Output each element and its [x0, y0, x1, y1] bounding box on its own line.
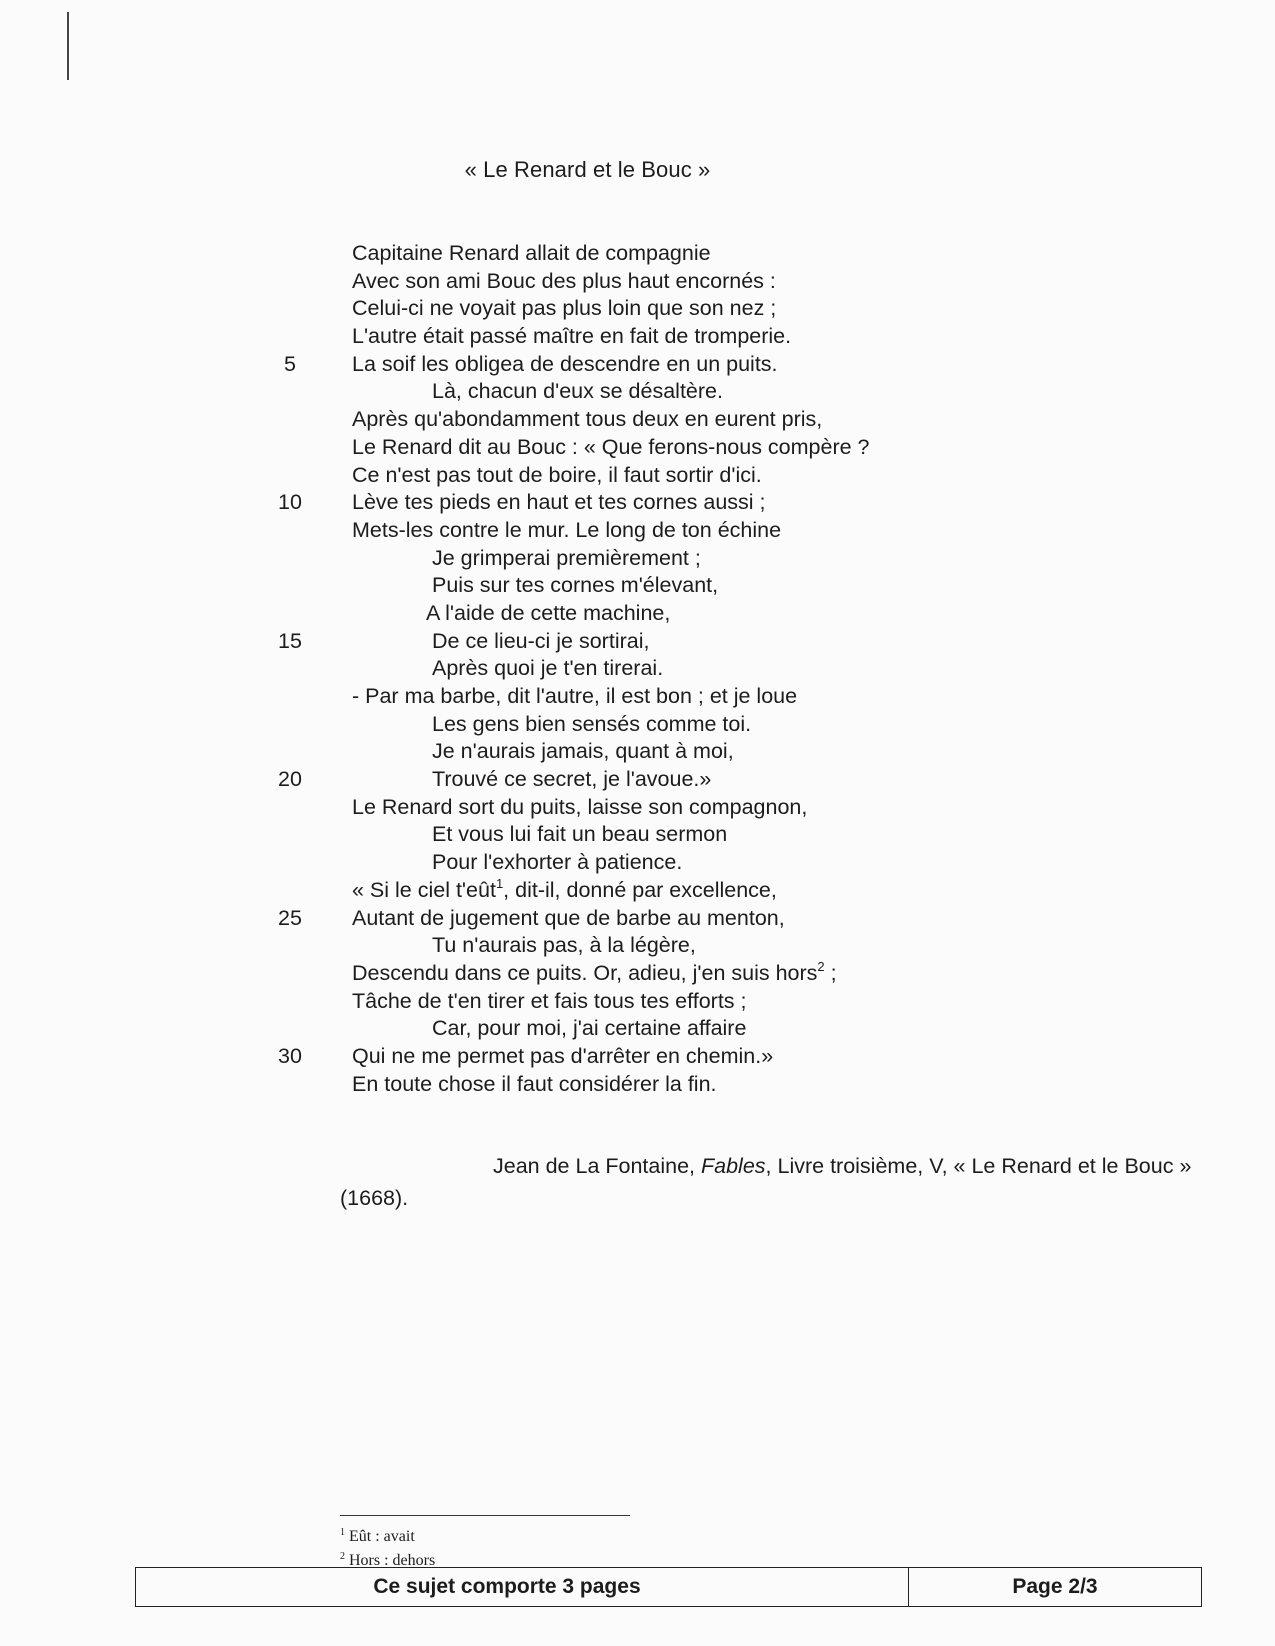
line-text-part: De ce lieu-ci je sortirai,: [432, 628, 650, 653]
poem-line: [0, 240, 1275, 268]
line-text-part: Descendu dans ce puits. Or, adieu, j'en suis hors: [352, 960, 818, 985]
poem-line: [0, 1015, 1275, 1043]
line-text-part: Et vous lui fait un beau sermon: [432, 822, 728, 847]
line-number: 20: [278, 767, 302, 792]
poem-line: [0, 738, 1275, 766]
poem-line: [0, 711, 1275, 739]
poem-line: [0, 351, 1275, 379]
citation-author: Jean de La Fontaine,: [493, 1154, 701, 1178]
line-text: [432, 738, 734, 766]
scan-margin-mark: [67, 12, 69, 80]
footnote-text: Hors : dehors: [349, 1552, 436, 1569]
poem-title: « Le Renard et le Bouc »: [464, 157, 711, 182]
line-number: 25: [278, 905, 302, 930]
line-text: [352, 268, 776, 296]
line-text-part: Tâche de t'en tirer et fais tous tes efforts ;: [352, 988, 747, 1013]
citation: [340, 1150, 1200, 1214]
footnote-number: 2: [340, 1551, 345, 1562]
poem-line: [0, 545, 1275, 573]
citation-rest: , Livre troisième, V, « Le Renard et le Bouc » (1668).: [340, 1154, 1192, 1210]
line-text-part: Celui-ci ne voyait pas plus loin que son nez ;: [352, 296, 777, 321]
poem-line: [0, 1071, 1275, 1099]
poem-line: [0, 932, 1275, 960]
footnote-ref: 2: [817, 958, 825, 974]
line-text-part: Avec son ami Bouc des plus haut encornés :: [352, 268, 776, 293]
line-text: [352, 794, 807, 822]
line-text: [352, 877, 777, 905]
line-text-part: L'autre était passé maître en fait de tromperie.: [352, 324, 792, 349]
line-text-part: En toute chose il faut considérer la fin.: [352, 1071, 717, 1096]
page-footer: [135, 1567, 1202, 1607]
line-text-part: Après qu'abondamment tous deux en eurent pris,: [352, 407, 823, 432]
line-text: [432, 628, 649, 656]
line-text-part: Ce n'est pas tout de boire, il faut sortir d'ici.: [352, 462, 762, 487]
line-text-part: Lève tes pieds en haut et tes cornes aussi ;: [352, 490, 766, 515]
citation-work: Fables: [701, 1154, 766, 1178]
line-text-part: , dit-il, donné par excellence,: [503, 877, 777, 902]
line-number: 15: [278, 628, 302, 653]
line-number: 10: [278, 490, 302, 515]
poem-line: [0, 268, 1275, 296]
line-text: [432, 711, 751, 739]
line-text: [432, 1015, 746, 1043]
poem-line: [0, 489, 1275, 517]
line-text-part: Les gens bien sensés comme toi.: [432, 711, 752, 736]
poem-line: [0, 628, 1275, 656]
footnotes: [340, 1525, 840, 1573]
line-text: [352, 905, 785, 933]
line-text: [352, 960, 837, 988]
line-text: [432, 655, 663, 683]
line-text-part: Le Renard dit au Bouc : « Que ferons-nous compère ?: [352, 434, 870, 459]
line-text: [352, 1071, 717, 1099]
line-text-part: Tu n'aurais pas, à la légère,: [432, 933, 696, 958]
line-number: 30: [278, 1043, 302, 1068]
poem-line: [0, 572, 1275, 600]
line-text-part: Qui ne me permet pas d'arrêter en chemin.»: [352, 1043, 774, 1068]
footnote-number: 1: [340, 1527, 345, 1538]
line-text: [352, 434, 870, 462]
poem-body: [0, 240, 1275, 1098]
footer-page-number: Page 2/3: [1012, 1575, 1098, 1598]
line-text-part: Trouvé ce secret, je l'avoue.»: [432, 767, 712, 792]
line-text: [432, 545, 701, 573]
line-text-part: « Si le ciel t'eût: [352, 877, 496, 902]
line-text-part: Mets-les contre le mur. Le long de ton échine: [352, 517, 782, 542]
line-text-part: Je grimperai premièrement ;: [432, 545, 701, 570]
line-text-part: Puis sur tes cornes m'élevant,: [432, 573, 719, 598]
line-text-part: Après quoi je t'en tirerai.: [432, 656, 664, 681]
poem-line: [0, 905, 1275, 933]
line-text-part: Le Renard sort du puits, laisse son compagnon,: [352, 794, 808, 819]
poem-line: [0, 517, 1275, 545]
footnote-rule: [340, 1515, 630, 1516]
poem-line: [0, 1043, 1275, 1071]
poem-line: [0, 877, 1275, 905]
footnote-item: [340, 1525, 840, 1549]
poem-line: [0, 821, 1275, 849]
footer-page-count: Ce sujet comporte 3 pages: [136, 1568, 909, 1606]
line-text: [352, 295, 776, 323]
poem-line: [0, 600, 1275, 628]
poem-line: [0, 988, 1275, 1016]
line-text: [352, 462, 762, 490]
poem-line: [0, 960, 1275, 988]
poem-line: [0, 766, 1275, 794]
line-text-part: - Par ma barbe, dit l'autre, il est bon ; et je loue: [352, 684, 798, 708]
line-text-part: A l'aide de cette machine,: [426, 600, 671, 625]
line-text: [432, 572, 718, 600]
line-text: [432, 932, 696, 960]
line-text: [352, 1043, 773, 1071]
line-text-part: Capitaine Renard allait de compagnie: [352, 241, 711, 265]
poem-line: [0, 683, 1275, 711]
footnote-ref: 1: [495, 875, 504, 891]
poem-line: [0, 849, 1275, 877]
line-text: [352, 683, 797, 711]
poem-line: [0, 378, 1275, 406]
line-text: [352, 406, 822, 434]
line-text: [432, 378, 723, 406]
line-text-part: Autant de jugement que de barbe au menton,: [352, 905, 785, 930]
line-text: [432, 821, 727, 849]
poem-line: [0, 295, 1275, 323]
line-text-part: ;: [824, 960, 837, 985]
line-text: [352, 988, 747, 1016]
line-text: [426, 600, 670, 628]
line-text: [432, 849, 682, 877]
line-text-part: La soif les obligea de descendre en un puits.: [352, 351, 778, 376]
poem-line: [0, 462, 1275, 490]
poem-line: [0, 323, 1275, 351]
line-text-part: Là, chacun d'eux se désaltère.: [432, 379, 723, 404]
line-text-part: Je n'aurais jamais, quant à moi,: [432, 739, 734, 764]
footnote-text: Eût : avait: [349, 1528, 415, 1545]
poem-line: [0, 406, 1275, 434]
line-text: [352, 323, 791, 351]
line-text-part: Pour l'exhorter à patience.: [432, 850, 683, 875]
line-number: 5: [284, 351, 296, 376]
line-text: [352, 489, 766, 517]
poem-line: [0, 434, 1275, 462]
line-text: [432, 766, 711, 794]
line-text: [352, 517, 781, 545]
line-text: [352, 240, 711, 268]
line-text: [352, 351, 778, 379]
poem-line: [0, 655, 1275, 683]
line-text-part: Car, pour moi, j'ai certaine affaire: [432, 1016, 747, 1041]
poem-line: [0, 794, 1275, 822]
